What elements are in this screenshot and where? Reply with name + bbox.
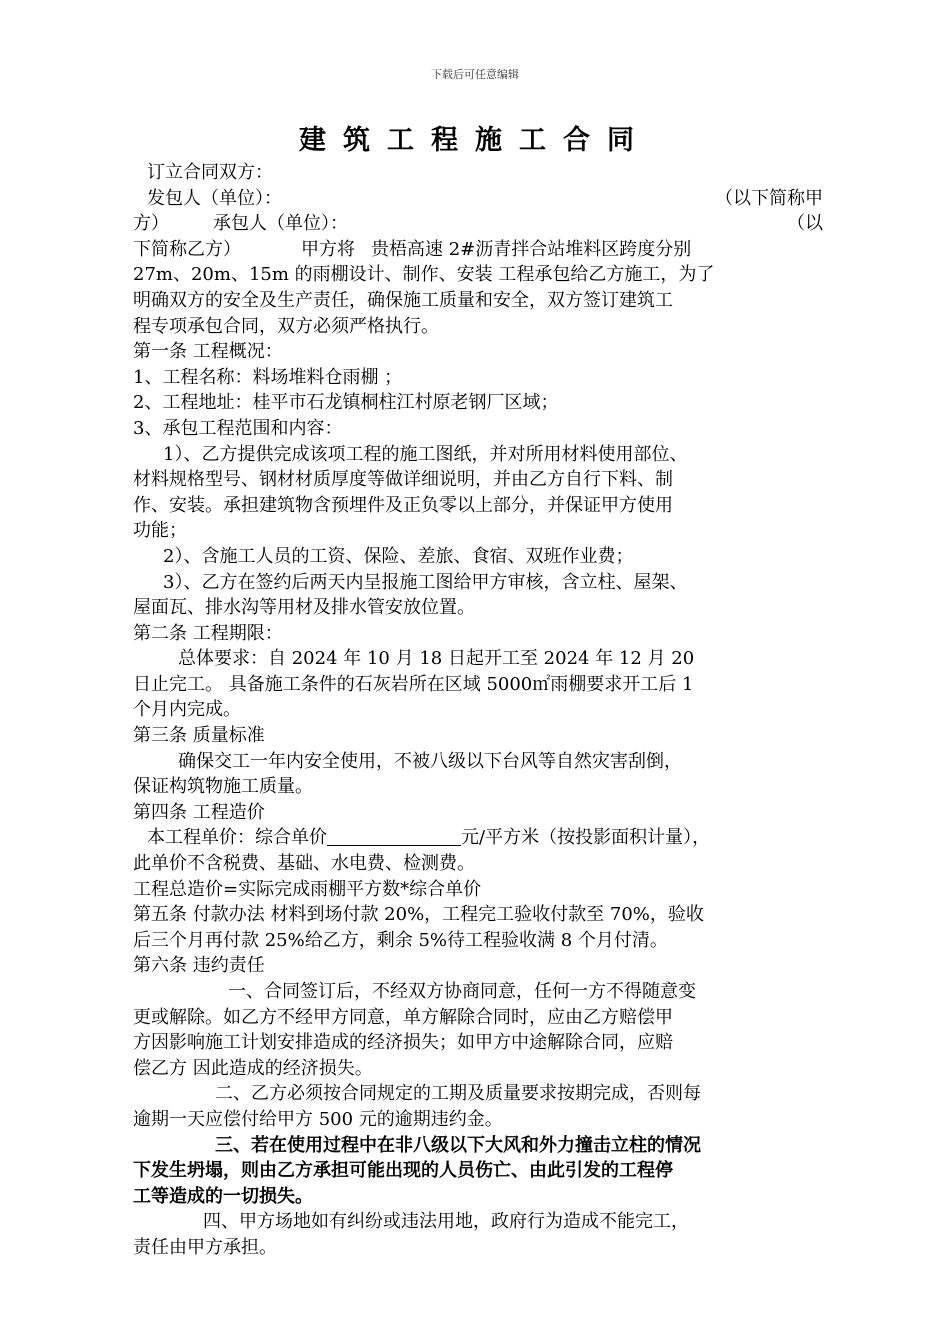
abbr-note-b-end: 下简称乙方） — [133, 238, 241, 260]
party-line-5: 明确双方的安全及生产责任，确保施工质量和安全，双方签订建筑工 — [133, 289, 673, 311]
parties-intro: 订立合同双方： — [147, 162, 273, 183]
article-1-sub-1: 作、安装。承担建筑物含预埋件及正负零以上部分，并保证甲方使用 — [133, 494, 673, 516]
employer-label: 发包人（单位）： — [147, 187, 282, 209]
abbr-note-a: （以下简称甲 — [715, 187, 823, 209]
article-1-sub-1: 功能； — [133, 520, 187, 542]
article-1-heading: 第一条 工程概况： — [133, 341, 283, 363]
party-line-2 — [133, 211, 823, 237]
article-1-sub-2: 2）、含施工人员的工资、保险、差旅、食宿、双班作业费； — [163, 545, 634, 567]
party-line-6: 程专项承包合同，双方必须严格执行。 — [133, 315, 439, 337]
article-6-clause-2: 逾期一天应偿付给甲方 500 元的逾期违约金。 — [133, 1108, 503, 1130]
document-title: 建筑工程施工合同 — [299, 125, 651, 156]
article-2-text: 个月内完成。 — [133, 699, 241, 721]
article-1-sub-1: 1）、乙方提供完成该项工程的施工图纸，并对所用材料使用部位、 — [163, 443, 688, 465]
party-line-1 — [133, 186, 823, 212]
article-6-heading: 第六条 违约责任 — [133, 955, 265, 977]
unit-price-unit: 元/平方米（按投影面积计量）， — [461, 827, 711, 849]
article-4-heading: 第四条 工程造价 — [133, 801, 265, 823]
contractor-label: 承包人（单位）： — [213, 213, 348, 235]
article-6-clause-1: 偿乙方 因此造成的经济损失。 — [133, 1057, 373, 1079]
article-6-clause-3: 下发生坍塌，则由乙方承担可能出现的人员伤亡、由此引发的工程停 — [133, 1160, 673, 1182]
article-6-clause-4: 四、甲方场地如有纠纷或违法用地，政府行为造成不能完工， — [203, 1211, 689, 1233]
article-4-text: 此单价不含税费、基础、水电费、检测费。 — [133, 853, 475, 875]
article-3-text: 保证构筑物施工质量。 — [133, 776, 313, 798]
party-line-3 — [133, 237, 823, 263]
article-1-item-2: 2、工程地址：桂平市石龙镇桐柱江村原老钢厂区域； — [133, 392, 559, 414]
article-1-sub-1: 材料规格型号、钢材材质厚度等做详细说明，并由乙方自行下料、制 — [133, 469, 673, 491]
header-note: 下载后可任意编辑 — [431, 68, 519, 81]
article-1-item-1: 1、工程名称：料场堆料仓雨棚 ； — [133, 366, 403, 388]
scope-intro: 甲方将 — [301, 238, 355, 260]
article-6-clause-3: 三、若在使用过程中在非八级以下大风和外力撞击立柱的情况 — [215, 1134, 701, 1156]
article-5-text: 后三个月再付款 25%给乙方，剩余 5%待工程验收满 8 个月付清。 — [133, 929, 668, 951]
article-4-total: 工程总造价=实际完成雨棚平方数*综合单价 — [133, 878, 482, 900]
article-5-text: 第五条 付款办法 材料到场付款 20%，工程完工验收付款至 70%，验收 — [133, 904, 704, 926]
article-2-heading: 第二条 工程期限： — [133, 622, 283, 644]
scope-project: 贵梧高速 2#沥青拌合站堆料区跨度分别 — [371, 238, 692, 260]
unit-price-label: 本工程单价：综合单价 — [147, 827, 327, 849]
article-6-clause-3: 工等造成的一切损失。 — [133, 1185, 313, 1207]
article-6-clause-4: 责任由甲方承担。 — [133, 1236, 277, 1258]
article-3-heading: 第三条 质量标准 — [133, 725, 265, 747]
article-2-text: 总体要求：自 2024 年 10 月 18 日起开工至 2024 年 12 月 20 — [178, 648, 695, 670]
article-6-clause-1: 一、合同签订后，不经双方协商同意，任何一方不得随意变 — [228, 981, 696, 1002]
abbr-note-a-end: 方） — [133, 213, 169, 235]
article-3-text: 确保交工一年内安全使用，不被八级以下台风等自然灾害刮倒， — [178, 750, 682, 772]
contract-body — [133, 160, 823, 1261]
article-1-sub-3: 3）、乙方在签约后两天内呈报施工图给甲方审核，含立柱、屋架、 — [163, 571, 688, 593]
article-6-clause-2: 二、乙方必须按合同规定的工期及质量要求按期完成，否则每 — [215, 1083, 701, 1105]
article-2-text: 日止完工。 具备施工条件的石灰岩所在区域 5000㎡雨棚要求开工后 1 — [133, 673, 694, 695]
abbr-note-b: （以 — [787, 213, 823, 235]
article-1-sub-3: 屋面瓦、排水沟等用材及排水管安放位置。 — [133, 597, 475, 619]
article-6-clause-1: 更或解除。如乙方不经甲方同意，单方解除合同时，应由乙方赔偿甲 — [133, 1006, 673, 1028]
article-4-price-line — [133, 825, 823, 851]
unit-price-blank — [327, 827, 461, 846]
party-line-4: 27m、20m、15m 的雨棚设计、制作、安装 工程承包给乙方施工，为了 — [133, 264, 715, 286]
article-6-clause-1: 方因影响施工计划安排造成的经济损失；如甲方中途解除合同，应赔 — [133, 1032, 673, 1054]
article-1-item-3: 3、承包工程范围和内容： — [133, 417, 343, 439]
